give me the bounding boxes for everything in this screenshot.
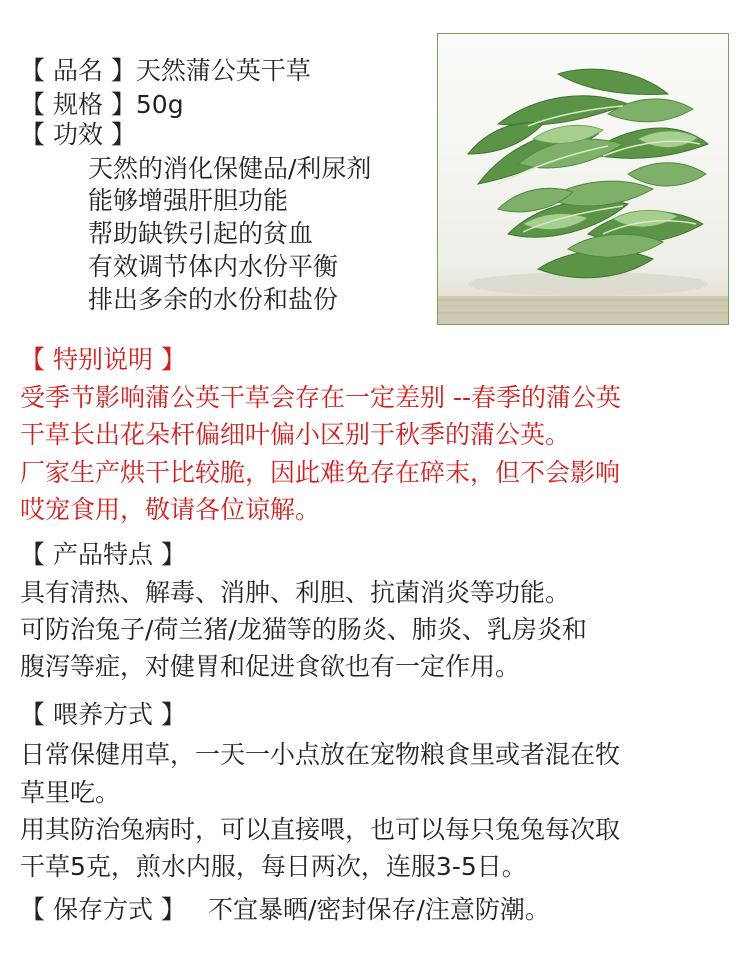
- dried-dandelion-photo: [437, 33, 729, 325]
- feeding-line: 干草5克，煎水内服，每日两次，连服3-5日。: [20, 852, 527, 881]
- feeding-heading: 【 喂养方式 】: [20, 700, 186, 729]
- effect-item: 天然的消化保健品/利尿剂: [88, 154, 372, 183]
- effect-heading: 【 功效 】: [20, 120, 136, 149]
- storage-heading: 【 保存方式 】: [20, 895, 186, 924]
- effect-item: 能够增强肝胆功能: [88, 186, 289, 215]
- effect-item: 有效调节体内水份平衡: [88, 252, 339, 281]
- features-heading: 【 产品特点 】: [20, 540, 186, 569]
- feeding-line: 草里吃。: [20, 778, 121, 807]
- leaf-pile-illustration: [438, 34, 728, 324]
- special-note-line: 受季节影响蒲公英干草会存在一定差别 --春季的蒲公英: [20, 383, 621, 412]
- feeding-line: 用其防治兔病时，可以直接喂，也可以每只兔兔每次取: [20, 815, 621, 844]
- special-note-line: 干草长出花朵杆偏细叶偏小区别于秋季的蒲公英。: [20, 420, 571, 449]
- features-line: 具有清热、解毒、消肿、利胆、抗菌消炎等功能。: [20, 578, 571, 607]
- features-line: 腹泻等症，对健胃和促进食欲也有一定作用。: [20, 652, 521, 681]
- effect-item: 排出多余的水份和盐份: [88, 285, 339, 314]
- special-note-heading: 【 特别说明 】: [20, 345, 186, 374]
- feeding-line: 日常保健用草，一天一小点放在宠物粮食里或者混在牧: [20, 740, 621, 769]
- features-line: 可防治兔子/荷兰猪/龙猫等的肠炎、肺炎、乳房炎和: [20, 615, 587, 644]
- storage-text: 不宜暴晒/密封保存/注意防潮。: [208, 895, 550, 924]
- special-note-line: 哎宠食用，敬请各位谅解。: [20, 495, 321, 524]
- product-spec: 【 规格 】50g: [20, 90, 184, 119]
- special-note-line: 厂家生产烘干比较脆，因此难免存在碎末，但不会影响: [20, 458, 621, 487]
- effect-item: 帮助缺铁引起的贫血: [88, 219, 314, 248]
- product-name: 【 品名 】天然蒲公英干草: [20, 56, 311, 85]
